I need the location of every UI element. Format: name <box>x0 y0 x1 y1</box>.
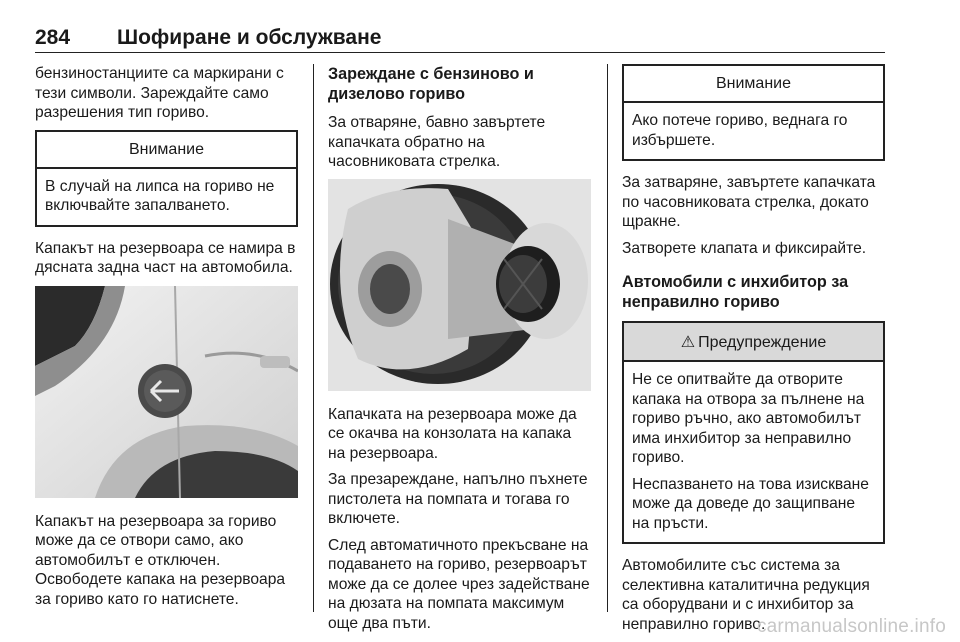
notice-title: Внимание <box>37 132 296 169</box>
paragraph: Автомобилите със система за селективна каталитична редукция са оборудвани и с инхибитор за неправилно гориво. <box>622 557 870 633</box>
warning-icon: ⚠ <box>680 334 696 351</box>
notice-title: Внимание <box>624 66 883 103</box>
paragraph: Капакът на резервоара за гориво може да се отвори само, ако автомобилът е отключен. Освободете капака на резервоара за гориво като го натиснете. <box>35 512 286 608</box>
paragraph: За отваряне, бавно завъртете капачката обратно на часовниковата стрелка. <box>328 114 546 170</box>
paragraph: След автоматичното прекъсване на подаването на гориво, резервоарът може да се долее чрез задействане на дюзата на помпата максимум още два пъти. <box>328 536 590 632</box>
warning-header <box>624 323 883 362</box>
paragraph: Капачката на резервоара може да се окачва на конзолата на капака на резервоара. <box>328 405 577 462</box>
intro-text: бензиностанциите са маркирани с тези символи. Зареждайте само разрешения тип гориво. <box>35 65 284 121</box>
section-heading: Зареждане с бензиново и дизелово гориво <box>328 65 534 103</box>
column-right <box>622 64 885 641</box>
page-header <box>35 26 885 53</box>
fuel-cap-image <box>328 179 591 391</box>
column-left <box>35 64 298 616</box>
notice-box <box>622 64 885 161</box>
paragraph: За затваряне, завъртете капачката по часовниковата стрелка, докато щракне. <box>622 174 876 230</box>
paragraph: Затворете клапата и фиксирайте. <box>622 239 867 257</box>
paragraph: Капакът на резервоара се намира в дясната задна част на автомобила. <box>35 239 296 276</box>
paragraph: За презареждане, напълно пъхнете пистолета на помпата и тогава го включете. <box>328 471 588 527</box>
notice-text: В случай на липса на гориво не включвайте запалването. <box>45 177 275 214</box>
warning-title: Предупреждение <box>698 334 827 351</box>
warning-box <box>622 321 885 544</box>
section-heading: Автомобили с инхибитор за неправилно гориво <box>622 273 849 311</box>
page-number: 284 <box>35 26 71 49</box>
warning-text: Неспазването на това изискване може да доведе до защипване на пръсти. <box>632 475 869 532</box>
notice-text: Ако потече гориво, веднага го избършете. <box>632 112 848 149</box>
fuel-door-location-image <box>35 286 298 498</box>
watermark: carmanualsonline.info <box>756 616 946 637</box>
column-divider <box>607 64 608 612</box>
column-divider <box>313 64 314 612</box>
column-middle <box>328 64 591 640</box>
page-title: Шофиране и обслужване <box>117 26 382 49</box>
notice-box <box>35 130 298 227</box>
warning-text: Не се опитвайте да отворите капака на отвора за пълнене на гориво ръчно, ако автомобилът има инхибитор за неправилно гориво. <box>632 371 865 466</box>
